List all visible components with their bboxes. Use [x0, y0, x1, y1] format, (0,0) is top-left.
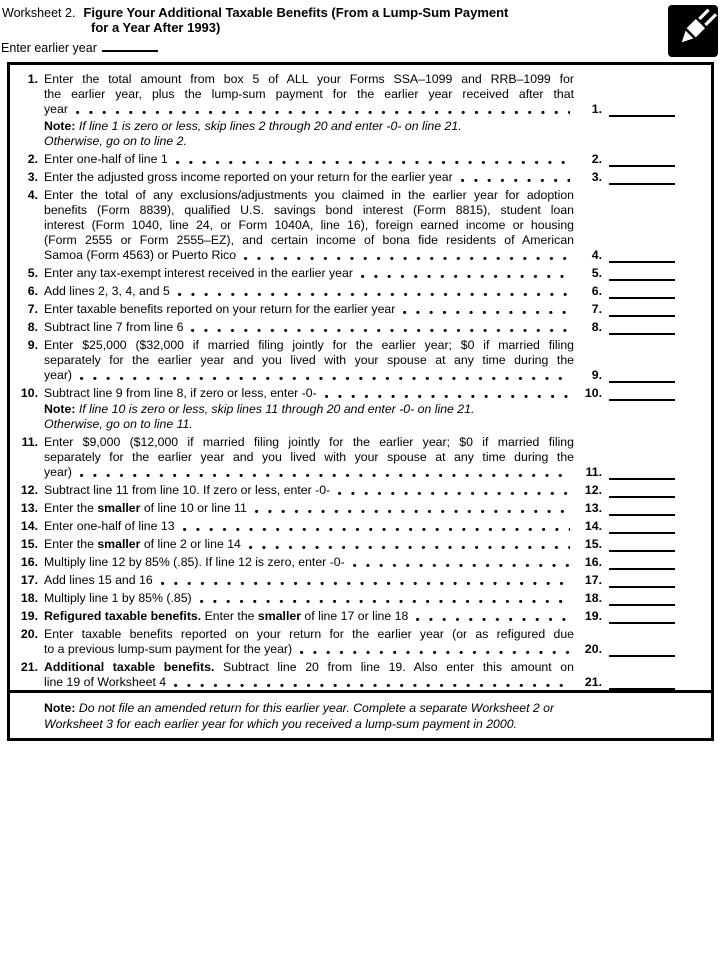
line-21-text: [44, 660, 574, 690]
text-line-last: [44, 675, 574, 690]
text-line: [44, 233, 574, 248]
line-20-number: 20.: [20, 627, 38, 641]
line-14-amount-number: 14.: [584, 519, 602, 533]
text-segment: Enter the total of any exclusions/adjustments you claimed in the earlier year for adoption: [44, 187, 574, 202]
line-3-amount-number: 3.: [591, 169, 602, 184]
line-13-amount: [574, 501, 709, 516]
earlier-year-row: [1, 38, 158, 56]
note-text: [44, 119, 574, 149]
dot-leader: [244, 257, 570, 260]
worksheet-row-12: [10, 483, 711, 498]
text-line-last: [44, 284, 574, 299]
line-2-amount-field[interactable]: [609, 152, 675, 167]
line-12-number: 12.: [20, 483, 38, 497]
worksheet-row-3: [10, 170, 711, 185]
worksheet-row-6: [10, 284, 711, 299]
text-line: [44, 435, 574, 450]
line-14-number: 14.: [20, 519, 38, 533]
text-line-last: [44, 368, 574, 383]
line-5-number: 5.: [27, 265, 38, 280]
worksheet-row-9: [10, 338, 711, 383]
line-5-amount-field[interactable]: [609, 266, 675, 281]
line-19-amount: [574, 609, 709, 624]
earlier-year-field[interactable]: [102, 38, 158, 52]
line-14-amount-field[interactable]: [609, 519, 675, 534]
line-6-text: [44, 284, 574, 299]
text-line: [44, 218, 574, 233]
line-5-amount: [574, 266, 709, 281]
text-line-last: [44, 642, 574, 657]
text-line: [44, 627, 574, 642]
worksheet-row-16: [10, 555, 711, 570]
text-segment: Multiply line 12 by 85% (.85). If line 12 is zero, enter -0-: [44, 555, 345, 569]
line-8-text: [44, 320, 574, 335]
line-16-number: 16.: [20, 555, 38, 569]
line-16-amount-field[interactable]: [609, 555, 675, 570]
line-1-amount-number: 1.: [591, 102, 602, 116]
dot-leader: [191, 329, 570, 332]
worksheet-box: [7, 62, 714, 741]
dot-leader: [200, 600, 570, 603]
dot-leader: [174, 684, 570, 687]
line-3-text: [44, 170, 574, 185]
line-4-amount-field[interactable]: [609, 248, 675, 263]
line-6-number: 6.: [27, 283, 38, 298]
text-line: [44, 353, 574, 368]
worksheet-row-2: [10, 152, 711, 167]
text-segment: Enter the total amount from box 5 of ALL your Forms SSA–1099 and RRB–1099 for: [44, 72, 574, 86]
worksheet-row-10: [10, 386, 711, 401]
line-17-text: [44, 573, 574, 588]
worksheet-label: Worksheet 2.: [2, 6, 76, 20]
text-segment: of line 2 or line 14: [140, 537, 241, 551]
dot-leader: [353, 564, 570, 567]
line-14-text: [44, 519, 574, 534]
line-15-text: [44, 537, 574, 552]
line-5-amount-number: 5.: [591, 265, 602, 280]
text-segment: smaller: [97, 501, 141, 515]
line-7-amount: [574, 302, 709, 317]
text-content: [44, 537, 241, 552]
text-segment: Samoa (Form 4563) or Puerto Rico: [44, 247, 237, 262]
text-line-last: [44, 266, 574, 281]
note-line: [44, 402, 574, 417]
line-19-number: 19.: [20, 609, 38, 623]
text-segment: Do not file an amended return for this earlier year. Complete a separate Worksheet 2 or: [75, 701, 555, 715]
text-segment: Enter the: [44, 501, 98, 515]
text-segment: Enter taxable benefits reported on your return for the earlier year: [44, 301, 396, 316]
line-14-amount: [574, 519, 709, 534]
text-line-last: [44, 555, 574, 570]
dot-leader: [80, 377, 570, 380]
dot-leader: [249, 546, 570, 549]
line-3-number: 3.: [27, 169, 38, 184]
line-19-amount-field[interactable]: [609, 609, 675, 624]
line-17-amount: [574, 573, 709, 588]
worksheet-row-4: [10, 188, 711, 263]
text-segment: smaller: [257, 609, 301, 623]
line-2-amount-number: 2.: [591, 151, 602, 166]
worksheet-title-line1: Figure Your Additional Taxable Benefits (From a Lump-Sum Payment: [83, 5, 509, 20]
line-17-amount-field[interactable]: [609, 573, 675, 588]
line-10-number: 10.: [20, 385, 38, 400]
line-18-amount-number: 18.: [584, 591, 602, 605]
line-15-amount-number: 15.: [584, 537, 602, 551]
text-content: [44, 573, 153, 588]
line-11-amount: [574, 465, 709, 480]
text-line-last: [44, 152, 574, 167]
text-segment: Subtract line 7 from line 6: [44, 319, 184, 334]
dot-leader: [461, 179, 570, 182]
text-segment: Note:: [44, 402, 76, 416]
line-9-number: 9.: [27, 337, 38, 352]
line-16-amount-number: 16.: [584, 555, 602, 569]
line-13-amount-field[interactable]: [609, 501, 675, 516]
pencil-icon: [668, 5, 718, 57]
text-content: [44, 368, 72, 383]
line-11-amount-field[interactable]: [609, 465, 675, 480]
line-10-amount: [574, 386, 709, 401]
line-18-amount-field[interactable]: [609, 591, 675, 606]
line-20-amount: [574, 642, 709, 657]
line-4-amount-number: 4.: [591, 247, 602, 262]
worksheet-header: [2, 5, 508, 21]
line-18-amount: [574, 591, 709, 606]
line-20-amount-field[interactable]: [609, 642, 675, 657]
text-segment: smaller: [97, 537, 141, 551]
line-9-text: [44, 338, 574, 383]
worksheet-row-7: [10, 302, 711, 317]
text-content: [44, 483, 330, 498]
text-line-last: [44, 519, 574, 534]
text-segment: Multiply line 1 by 85% (.85): [44, 591, 192, 605]
line-7-number: 7.: [27, 301, 38, 316]
worksheet-row-20: [10, 627, 711, 657]
text-line-last: [44, 170, 574, 185]
line-8-amount-number: 8.: [591, 319, 602, 334]
text-segment: Enter one-half of line 13: [44, 519, 175, 533]
line-20-text: [44, 627, 574, 657]
text-segment: year): [44, 367, 73, 382]
line-11-amount-number: 11.: [585, 465, 602, 479]
text-segment: year): [44, 465, 73, 479]
text-segment: Enter any tax-exempt interest received in the earlier year: [44, 265, 353, 280]
text-segment: Subtract line 9 from line 8, if zero or less, enter -0-: [44, 385, 317, 400]
text-line: [44, 338, 574, 353]
text-line-last: [44, 591, 574, 606]
text-segment: If line 1 is zero or less, skip lines 2 through 20 and enter -0- on line 21.: [75, 118, 462, 133]
text-segment: Enter the adjusted gross income reported on your return for the earlier year: [44, 169, 453, 184]
line-2-amount: [574, 152, 709, 167]
text-segment: to a previous lump-sum payment for the year): [44, 642, 293, 656]
text-content: [44, 284, 170, 299]
line-21-amount-number: 21.: [584, 675, 602, 689]
text-content: [44, 302, 395, 317]
text-line-last: [44, 573, 574, 588]
text-segment: separately for the earlier year and you lived with your spouse at any time during the: [44, 450, 574, 464]
line-15-amount: [574, 537, 709, 552]
line-16-amount: [574, 555, 709, 570]
line-10-amount-field[interactable]: [609, 386, 675, 401]
dot-leader: [80, 474, 570, 477]
text-line: [44, 203, 574, 218]
text-segment: Enter taxable benefits reported on your return for the earlier year (or as refigured due: [44, 627, 574, 641]
worksheet-row-14: [10, 519, 711, 534]
line-12-text: [44, 483, 574, 498]
text-content: [44, 170, 453, 185]
text-segment: Otherwise, go on to line 11.: [44, 417, 193, 431]
line-1-amount: [574, 102, 709, 117]
worksheet-title-line2: for a Year After 1993): [91, 20, 221, 35]
line-19-text: [44, 609, 574, 624]
line-13-amount-number: 13.: [584, 501, 602, 515]
line-5-text: [44, 266, 574, 281]
note-line: [44, 134, 574, 149]
text-content: [44, 152, 168, 167]
line-18-number: 18.: [20, 591, 38, 605]
text-content: [44, 102, 68, 117]
text-segment: Add lines 15 and 16: [44, 573, 153, 587]
text-content: [44, 519, 175, 534]
line-7-amount-field[interactable]: [609, 302, 675, 317]
line-7-text: [44, 302, 574, 317]
worksheet-row-11: [10, 435, 711, 480]
text-segment: Refigured taxable benefits.: [44, 609, 202, 623]
line-12-amount-number: 12.: [584, 483, 602, 497]
line-13-text: [44, 501, 574, 516]
text-line-last: [44, 320, 574, 335]
text-segment: the earlier year, plus the lump-sum payment for the earlier year received after that: [44, 87, 574, 101]
text-content: [44, 591, 192, 606]
line-13-number: 13.: [20, 501, 38, 515]
text-line-last: [44, 302, 574, 317]
worksheet-row-15: [10, 537, 711, 552]
line-9-amount-number: 9.: [591, 367, 602, 382]
dot-leader: [255, 510, 570, 513]
line-8-number: 8.: [27, 319, 38, 334]
text-segment: interest (Form 1040, line 24, or Form 1040A, line 16), foreign earned income or housing: [44, 217, 574, 232]
text-segment: (Form 2555 or Form 2555–EZ), and certain income of bona fide residents of American: [44, 232, 574, 247]
line-16-text: [44, 555, 574, 570]
line-2-number: 2.: [27, 151, 38, 166]
text-line-last: [44, 465, 574, 480]
footer-note-line: [44, 701, 687, 717]
worksheet-row-19: [10, 609, 711, 624]
text-segment: line 19 of Worksheet 4: [44, 675, 167, 689]
text-content: [44, 609, 408, 624]
line-6-amount-field[interactable]: [609, 284, 675, 299]
text-content: [44, 386, 317, 401]
text-content: [44, 675, 166, 690]
worksheet-row-21: [10, 660, 711, 690]
line-9-amount-field[interactable]: [609, 368, 675, 383]
text-content: [44, 266, 353, 281]
text-line: [44, 188, 574, 203]
dot-leader: [325, 395, 570, 398]
text-content: [44, 642, 292, 657]
line-12-amount: [574, 483, 709, 498]
dot-leader: [176, 161, 570, 164]
line-19-amount-number: 19.: [584, 609, 602, 623]
text-segment: Subtract line 11 from line 10. If zero or less, enter -0-: [44, 483, 331, 497]
line-1-text: [44, 72, 574, 117]
line-21-amount-field[interactable]: [609, 675, 675, 690]
line-12-amount-field[interactable]: [609, 483, 675, 498]
line-11-text: [44, 435, 574, 480]
line-11-number: 11.: [21, 435, 38, 449]
note-line: [44, 119, 574, 134]
dot-leader: [178, 293, 570, 296]
line-2-text: [44, 152, 574, 167]
line-21-number: 21.: [20, 660, 38, 674]
text-line-last: [44, 102, 574, 117]
text-line-last: [44, 248, 574, 263]
text-line: [44, 660, 574, 675]
line-4-amount: [574, 248, 709, 263]
note-row: [10, 402, 711, 432]
text-segment: benefits (Form 8839), qualified U.S. savings bond interest (Form 8815), student loan: [44, 202, 574, 217]
dot-leader: [183, 528, 570, 531]
line-7-amount-number: 7.: [591, 301, 602, 316]
text-content: [44, 555, 345, 570]
text-line: [44, 87, 574, 102]
text-content: [44, 248, 236, 263]
worksheet-row-17: [10, 573, 711, 588]
line-20-amount-number: 20.: [584, 642, 602, 656]
text-content: [44, 501, 247, 516]
text-segment: year: [44, 102, 68, 116]
text-line: [44, 72, 574, 87]
line-18-text: [44, 591, 574, 606]
line-1-number: 1.: [27, 72, 38, 86]
worksheet-row-18: [10, 591, 711, 606]
line-4-number: 4.: [27, 187, 38, 202]
dot-leader: [361, 275, 570, 278]
text-line: [44, 450, 574, 465]
line-1-amount-field[interactable]: [609, 102, 675, 117]
line-9-amount: [574, 368, 709, 383]
earlier-year-label: Enter earlier year: [1, 41, 97, 55]
text-segment: separately for the earlier year and you lived with your spouse at any time during the: [44, 352, 574, 367]
text-segment: Note:: [44, 118, 76, 133]
line-4-text: [44, 188, 574, 263]
text-segment: Enter one-half of line 1: [44, 151, 168, 166]
line-6-amount-number: 6.: [591, 283, 602, 298]
line-15-number: 15.: [20, 537, 38, 551]
dot-leader: [300, 651, 570, 654]
text-segment: Note:: [44, 701, 76, 715]
footer-note: [10, 690, 711, 735]
line-15-amount-field[interactable]: [609, 537, 675, 552]
text-content: [44, 320, 183, 335]
worksheet-row-5: [10, 266, 711, 281]
text-line-last: [44, 386, 574, 401]
text-segment: If line 10 is zero or less, skip lines 11 through 20 and enter -0- on line 21.: [75, 402, 475, 416]
text-line-last: [44, 537, 574, 552]
line-6-amount: [574, 284, 709, 299]
text-line-last: [44, 501, 574, 516]
dot-leader: [76, 111, 570, 114]
line-8-amount-field[interactable]: [609, 320, 675, 335]
worksheet-row-1: [10, 72, 711, 117]
dot-leader: [403, 311, 570, 314]
line-10-amount-number: 10.: [584, 385, 602, 400]
worksheet-rows: [10, 65, 711, 690]
text-line-last: [44, 483, 574, 498]
text-segment: Otherwise, go on to line 2.: [44, 133, 187, 148]
text-segment: Enter $9,000 ($12,000 if married filing jointly for the earlier year; $0 if married filing: [44, 435, 574, 449]
worksheet-row-13: [10, 501, 711, 516]
worksheet-row-8: [10, 320, 711, 335]
line-3-amount: [574, 170, 709, 185]
line-3-amount-field[interactable]: [609, 170, 675, 185]
line-17-number: 17.: [20, 573, 38, 587]
text-segment: of line 17 or line 18: [301, 609, 409, 623]
note-row: [10, 119, 711, 149]
text-segment: Enter the: [44, 537, 98, 551]
dot-leader: [338, 492, 570, 495]
dot-leader: [161, 582, 570, 585]
note-line: [44, 417, 574, 432]
line-10-text: [44, 386, 574, 401]
note-text: [44, 402, 574, 432]
line-8-amount: [574, 320, 709, 335]
text-segment: Add lines 2, 3, 4, and 5: [44, 283, 170, 298]
text-segment: of line 10 or line 11: [140, 501, 247, 515]
text-content: [44, 465, 72, 480]
text-segment: Additional taxable benefits.: [44, 660, 215, 674]
dot-leader: [416, 618, 570, 621]
text-line-last: [44, 609, 574, 624]
text-segment: Enter $25,000 ($32,000 if married filing jointly for the earlier year; $0 if married filing: [44, 337, 574, 352]
footer-note-line: [44, 717, 687, 733]
line-17-amount-number: 17.: [584, 573, 602, 587]
text-segment: Subtract line 20 from line 19. Also enter this amount on: [214, 660, 574, 674]
line-21-amount: [574, 675, 709, 690]
text-segment: Enter the: [201, 609, 258, 623]
text-segment: Worksheet 3 for each earlier year for which you received a lump-sum payment in 2000.: [44, 716, 517, 731]
